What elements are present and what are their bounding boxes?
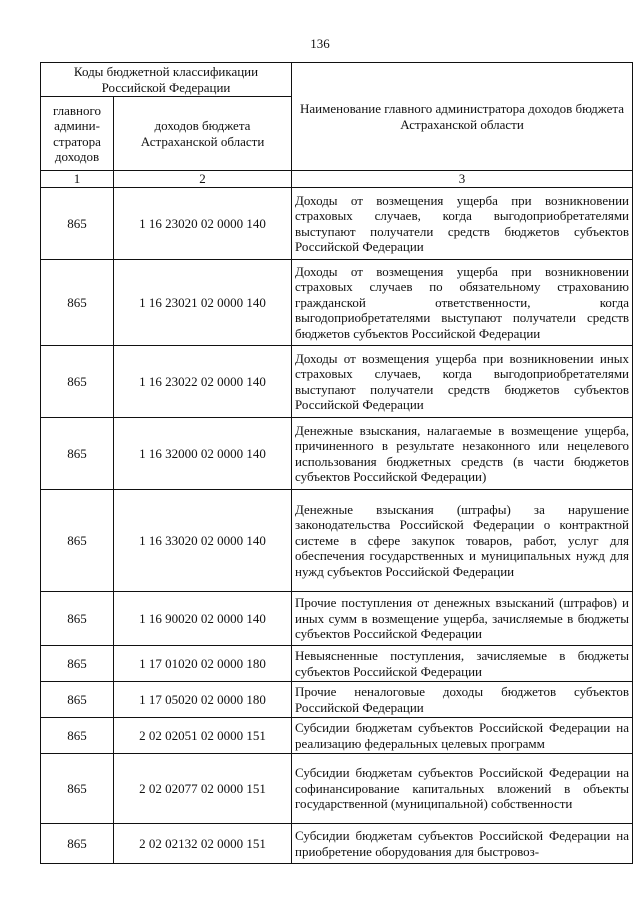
table-row xyxy=(41,824,633,864)
revenue-name-cell: Прочие поступления от денежных взысканий (штрафов) и иных сумм в возмещение ущерба, зачисляемые в бюджеты субъектов Российской Федерации xyxy=(292,592,633,646)
admin-code-cell: 865 xyxy=(41,824,114,864)
admin-code-cell: 865 xyxy=(41,682,114,718)
revenue-code-cell: 2 02 02051 02 0000 151 xyxy=(114,718,292,754)
table-row xyxy=(41,418,633,490)
admin-code-cell: 865 xyxy=(41,188,114,260)
page-number: 136 xyxy=(310,36,330,51)
table-row xyxy=(41,682,633,718)
admin-code-cell: 865 xyxy=(41,592,114,646)
revenue-code-cell: 1 16 33020 02 0000 140 xyxy=(114,490,292,592)
revenue-code-cell: 1 16 23022 02 0000 140 xyxy=(114,346,292,418)
table-row xyxy=(41,490,633,592)
table-row xyxy=(41,592,633,646)
admin-code-cell: 865 xyxy=(41,346,114,418)
header-revenue-code-column: доходов бюджета Астраханской области xyxy=(114,97,292,171)
revenue-name-cell: Доходы от возмещения ущерба при возникновении иных страховых случаев, когда выгодоприобретателями выступают получатели средств бюджетов субъектов Российской Федерации xyxy=(292,346,633,418)
revenue-name-cell: Невыясненные поступления, зачисляемые в бюджеты субъектов Российской Федерации xyxy=(292,646,633,682)
table-row xyxy=(41,646,633,682)
admin-code-cell: 865 xyxy=(41,718,114,754)
revenue-code-cell: 1 16 32000 02 0000 140 xyxy=(114,418,292,490)
column-number-2: 2 xyxy=(114,171,292,188)
header-name-column: Наименование главного администратора доходов бюджета Астраханской области xyxy=(292,63,633,171)
revenue-code-cell: 1 16 90020 02 0000 140 xyxy=(114,592,292,646)
revenue-name-cell: Денежные взыскания, налагаемые в возмещение ущерба, причиненного в результате незаконного или нецелевого использования бюджетных средств (в части бюджетов субъектов Российской Федерации) xyxy=(292,418,633,490)
table-body xyxy=(41,188,633,864)
column-number-3: 3 xyxy=(292,171,633,188)
revenue-code-cell: 1 17 01020 02 0000 180 xyxy=(114,646,292,682)
budget-codes-table xyxy=(40,62,633,864)
revenue-code-cell: 1 16 23021 02 0000 140 xyxy=(114,260,292,346)
revenue-code-cell: 2 02 02132 02 0000 151 xyxy=(114,824,292,864)
table-row xyxy=(41,718,633,754)
revenue-name-cell: Денежные взыскания (штрафы) за нарушение законодательства Российской Федерации о контрактной системе в сфере закупок товаров, работ, услуг для обеспечения государственных и муниципальных нужд для нужд субъектов Российской Федерации xyxy=(292,490,633,592)
revenue-code-cell: 1 17 05020 02 0000 180 xyxy=(114,682,292,718)
revenue-name-cell: Доходы от возмещения ущерба при возникновении страховых случаев по обязательному страхованию гражданской ответственности, когда выгодоприобретателями выступают получатели средств бюджетов субъектов Российской Федерации xyxy=(292,260,633,346)
admin-code-cell: 865 xyxy=(41,754,114,824)
revenue-code-cell: 2 02 02077 02 0000 151 xyxy=(114,754,292,824)
revenue-name-cell: Доходы от возмещения ущерба при возникновении страховых случаев, когда выгодоприобретателями выступают получатели средств бюджетов субъектов Российской Федерации xyxy=(292,188,633,260)
admin-code-cell: 865 xyxy=(41,646,114,682)
header-admin-column: главного админи-стратора доходов xyxy=(41,97,114,171)
revenue-name-cell: Прочие неналоговые доходы бюджетов субъектов Российской Федерации xyxy=(292,682,633,718)
admin-code-cell: 865 xyxy=(41,490,114,592)
revenue-name-cell: Субсидии бюджетам субъектов Российской Федерации на приобретение оборудования для быстровоз- xyxy=(292,824,633,864)
table-row xyxy=(41,188,633,260)
table-row xyxy=(41,754,633,824)
revenue-code-cell: 1 16 23020 02 0000 140 xyxy=(114,188,292,260)
admin-code-cell: 865 xyxy=(41,418,114,490)
table-row xyxy=(41,260,633,346)
header-codes-group: Коды бюджетной классификации Российской Федерации xyxy=(41,63,292,97)
admin-code-cell: 865 xyxy=(41,260,114,346)
revenue-name-cell: Субсидии бюджетам субъектов Российской Федерации на софинансирование капитальных вложений в объекты государственной (муниципальной) собственности xyxy=(292,754,633,824)
column-number-1: 1 xyxy=(41,171,114,188)
table-row xyxy=(41,346,633,418)
revenue-name-cell: Субсидии бюджетам субъектов Российской Федерации на реализацию федеральных целевых программ xyxy=(292,718,633,754)
